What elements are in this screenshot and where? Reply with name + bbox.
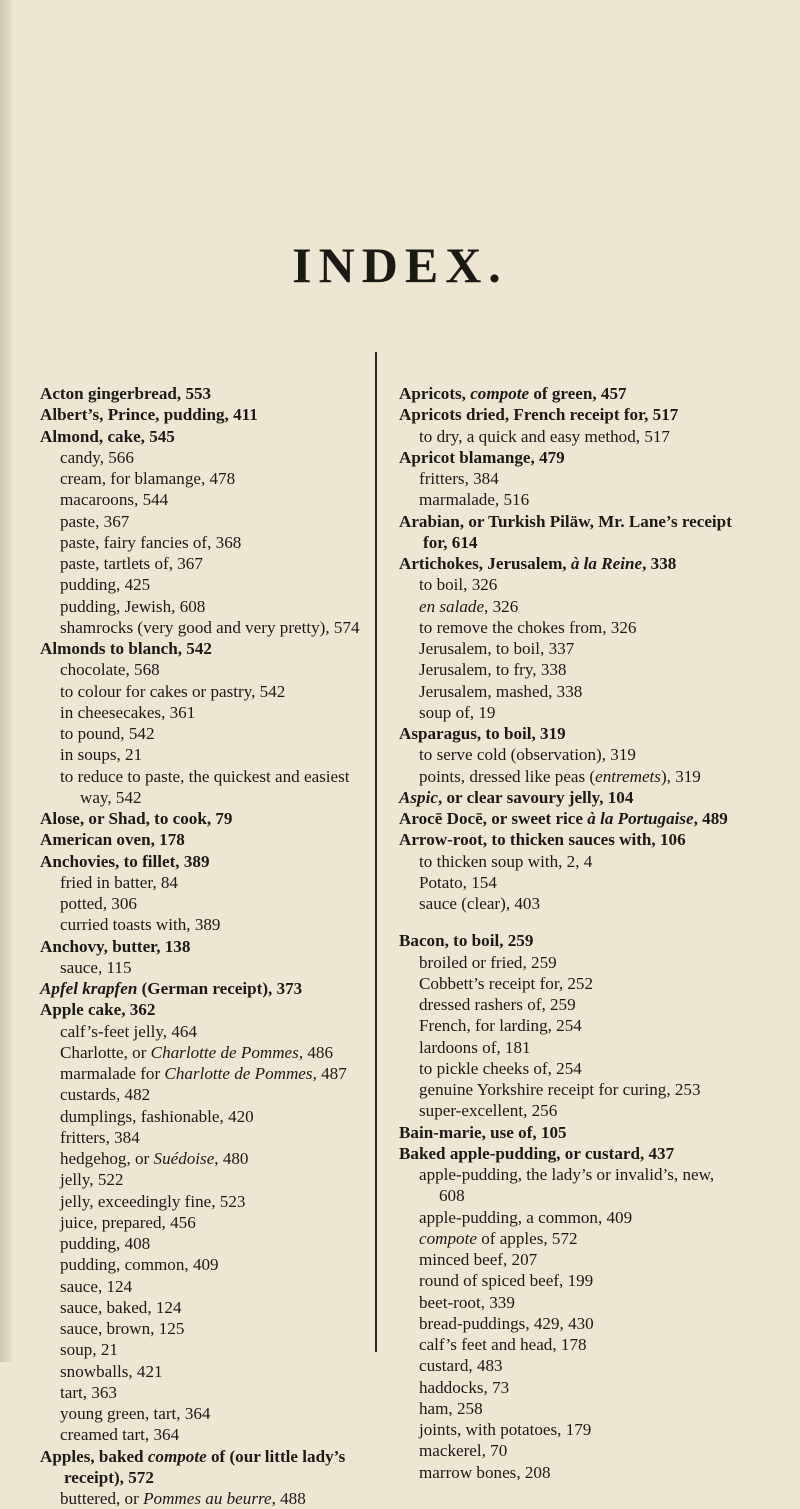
entry-text: snowballs, 421: [60, 1361, 163, 1381]
index-subentry: [399, 1440, 739, 1461]
index-subentry: [40, 723, 380, 744]
entry-text: Arabian, or Turkish Piläw, Mr. Lane’s receipt for, 614: [399, 511, 732, 552]
entry-text: to boil, 326: [419, 575, 498, 595]
index-subentry: [40, 596, 380, 617]
entry-text: fritters, 384: [419, 469, 499, 488]
entry-text: potted, 306: [60, 894, 137, 913]
index-subentry: [40, 1063, 380, 1084]
entry-italic-text: entremets: [595, 766, 661, 786]
index-subentry: [399, 1015, 739, 1036]
entry-text: calf’s-feet jelly, 464: [60, 1021, 197, 1041]
index-subentry: [399, 1270, 739, 1291]
index-subentry: [399, 596, 739, 617]
index-subentry: [40, 574, 380, 595]
index-subentry: [40, 1254, 380, 1275]
index-subentry: [399, 973, 739, 994]
index-subentry: [40, 766, 380, 809]
entry-text: Bain-marie, use of, 105: [399, 1122, 567, 1142]
index-subentry: [399, 1207, 739, 1228]
entry-text: paste, 367: [60, 511, 130, 531]
entry-text: to thicken soup with, 2, 4: [419, 851, 593, 871]
index-entry: [40, 829, 380, 850]
entry-text: Charlotte, or: [60, 1042, 151, 1062]
entry-italic-text: Pommes au beurre: [143, 1489, 272, 1508]
entry-text: , or clear savoury jelly, 104: [437, 787, 634, 807]
entry-text: soup, 21: [60, 1340, 118, 1360]
index-subentry: [40, 1169, 380, 1190]
entry-text: buttered, or: [60, 1489, 144, 1508]
index-subentry: [40, 553, 380, 574]
index-subentry: [40, 957, 380, 978]
index-subentry: [40, 1148, 380, 1169]
entry-text: Almonds to blanch, 542: [40, 639, 212, 658]
entry-text: Apple cake, 362: [40, 1000, 156, 1020]
entry-text: pudding, common, 409: [60, 1255, 219, 1275]
index-entry: [399, 808, 739, 829]
index-subentry: [40, 532, 380, 553]
entry-text: sauce (clear), 403: [419, 894, 541, 913]
index-subentry: [399, 952, 739, 973]
entry-text: (German receipt), 373: [137, 979, 303, 998]
index-entry: [40, 1446, 380, 1489]
index-subentry: [399, 893, 739, 914]
index-subentry: [399, 1100, 739, 1121]
entry-text: dumplings, fashionable, 420: [60, 1106, 254, 1126]
index-entry: [399, 404, 739, 425]
entry-text: , 488: [271, 1489, 306, 1508]
entry-text: to serve cold (observation), 319: [419, 745, 636, 765]
index-subentry: [399, 1398, 739, 1419]
entry-text: Jerusalem, to fry, 338: [419, 660, 567, 680]
index-subentry: [40, 1276, 380, 1297]
entry-text: pudding, 408: [60, 1234, 151, 1253]
entry-text: fried in batter, 84: [60, 872, 178, 892]
index-entry: [399, 383, 739, 404]
entry-text: Almond, cake, 545: [40, 426, 175, 446]
entry-text: Apricots,: [399, 384, 471, 403]
index-subentry: [399, 659, 739, 680]
index-subentry: [40, 1488, 380, 1509]
index-subentry: [40, 872, 380, 893]
entry-text: Cobbett’s receipt for, 252: [419, 973, 594, 993]
index-subentry: [40, 914, 380, 935]
entry-text: young green, tart, 364: [60, 1404, 211, 1423]
entry-text: Potato, 154: [419, 872, 497, 892]
index-subentry: [40, 1403, 380, 1424]
entry-italic-text: à la Reine: [570, 554, 643, 573]
entry-text: Anchovies, to fillet, 389: [40, 851, 210, 871]
entry-text: to remove the chokes from, 326: [419, 617, 637, 637]
entry-text: to reduce to paste, the quickest and easiest way, 542: [60, 766, 350, 807]
entry-text: marmalade for: [60, 1064, 165, 1083]
entry-text: to pickle cheeks of, 254: [419, 1058, 582, 1078]
index-subentry: [399, 426, 739, 447]
index-entry: [399, 511, 739, 554]
index-subentry: [40, 468, 380, 489]
entry-text: of green, 457: [529, 384, 627, 403]
index-subentry: [399, 1037, 739, 1058]
entry-text: of (our little lady’s receipt), 572: [64, 1446, 346, 1487]
entry-text: Apples, baked: [40, 1446, 148, 1466]
entry-text: in cheesecakes, 361: [60, 702, 196, 722]
entry-text: , 338: [642, 554, 677, 573]
index-subentry: [399, 574, 739, 595]
index-subentry: [399, 1334, 739, 1355]
index-subentry: [399, 702, 739, 723]
index-subentry: [399, 1292, 739, 1313]
index-subentry: [399, 1462, 739, 1483]
entry-text: mackerel, 70: [419, 1441, 508, 1461]
index-entry: [40, 383, 380, 404]
entry-text: paste, tartlets of, 367: [60, 554, 203, 573]
index-subentry: [40, 1361, 380, 1382]
entry-text: Acton gingerbread, 553: [40, 384, 212, 403]
entry-italic-text: Charlotte de Pommes: [150, 1042, 299, 1062]
entry-text: , 489: [693, 809, 728, 828]
page-title: INDEX.: [292, 237, 508, 293]
entry-text: dressed rashers of, 259: [419, 995, 576, 1014]
index-subentry: [40, 681, 380, 702]
entry-text: sauce, brown, 125: [60, 1319, 185, 1338]
index-subentry: [40, 617, 380, 638]
index-subentry: [40, 744, 380, 765]
entry-text: jelly, 522: [60, 1170, 124, 1190]
index-subentry: [399, 1355, 739, 1376]
entry-italic-text: compote: [419, 1228, 477, 1248]
entry-text: candy, 566: [60, 447, 134, 467]
index-subentry: [399, 1079, 739, 1100]
index-entry: [40, 936, 380, 957]
entry-italic-text: Apfel krapfen: [40, 979, 138, 998]
index-entry: [40, 851, 380, 872]
index-subentry: [40, 1106, 380, 1127]
index-subentry: [40, 1339, 380, 1360]
section-gap: [399, 914, 739, 930]
entry-text: custards, 482: [60, 1085, 151, 1105]
entry-italic-text: compote: [147, 1446, 207, 1466]
index-subentry: [40, 1084, 380, 1105]
entry-text: Jerusalem, to boil, 337: [419, 639, 575, 658]
index-subentry: [399, 994, 739, 1015]
index-subentry: [40, 511, 380, 532]
index-entry: [40, 999, 380, 1020]
entry-text: Bacon, to boil, 259: [399, 931, 534, 951]
entry-text: Apricots dried, French receipt for, 517: [399, 405, 679, 425]
index-subentry: [399, 1313, 739, 1334]
index-subentry: [399, 1228, 739, 1249]
index-subentry: [40, 1297, 380, 1318]
entry-text: custard, 483: [419, 1356, 503, 1376]
entry-text: shamrocks (very good and very pretty), 574: [60, 617, 360, 637]
index-subentry: [40, 1212, 380, 1233]
index-entry: [40, 808, 380, 829]
entry-text: macaroons, 544: [60, 490, 169, 510]
entry-text: creamed tart, 364: [60, 1425, 180, 1445]
index-entry: [399, 930, 739, 951]
index-subentry: [40, 1233, 380, 1254]
index-entry: [399, 553, 739, 574]
entry-text: marrow bones, 208: [419, 1462, 551, 1482]
entry-text: Asparagus, to boil, 319: [399, 724, 566, 743]
entry-text: Arrow-root, to thicken sauces with, 106: [399, 830, 686, 850]
index-subentry: [40, 1382, 380, 1403]
entry-italic-text: à la Portugaise: [587, 809, 694, 828]
entry-text: , 486: [298, 1042, 333, 1062]
entry-text: fritters, 384: [60, 1127, 140, 1147]
index-subentry: [399, 1164, 739, 1207]
entry-text: Albert’s, Prince, pudding, 411: [40, 405, 258, 425]
entry-text: ham, 258: [419, 1398, 483, 1418]
index-subentry: [40, 1191, 380, 1212]
entry-text: haddocks, 73: [419, 1377, 510, 1397]
entry-text: super-excellent, 256: [419, 1101, 558, 1121]
entry-text: , 487: [312, 1064, 347, 1083]
index-subentry: [40, 893, 380, 914]
entry-italic-text: Aspic: [399, 787, 438, 807]
index-entry: [399, 1143, 739, 1164]
index-column-left: [40, 383, 380, 1509]
entry-text: hedgehog, or: [60, 1149, 154, 1168]
index-subentry: [40, 1021, 380, 1042]
entry-text: broiled or fried, 259: [419, 952, 557, 972]
entry-text: tart, 363: [60, 1382, 117, 1402]
index-subentry: [399, 744, 739, 765]
index-subentry: [399, 489, 739, 510]
entry-text: American oven, 178: [40, 830, 185, 850]
entry-text: sauce, 115: [60, 957, 132, 977]
entry-text: Apricot blamange, 479: [399, 447, 565, 467]
entry-text: pudding, Jewish, 608: [60, 596, 206, 616]
index-subentry: [40, 489, 380, 510]
index-subentry: [399, 851, 739, 872]
entry-text: sauce, baked, 124: [60, 1297, 182, 1317]
entry-text: French, for larding, 254: [419, 1016, 582, 1036]
entry-italic-text: Charlotte de Pommes: [164, 1064, 313, 1083]
index-entry: [40, 426, 380, 447]
entry-text: pudding, 425: [60, 575, 151, 595]
entry-text: to dry, a quick and easy method, 517: [419, 426, 670, 446]
entry-text: , 480: [214, 1149, 249, 1168]
index-entry: [399, 447, 739, 468]
entry-text: beet-root, 339: [419, 1292, 515, 1312]
entry-text: to pound, 542: [60, 724, 155, 743]
index-entry: [40, 638, 380, 659]
entry-text: juice, prepared, 456: [60, 1212, 196, 1232]
entry-text: lardoons of, 181: [419, 1037, 531, 1057]
index-subentry: [40, 659, 380, 680]
entry-text: round of spiced beef, 199: [419, 1271, 594, 1291]
entry-text: Arocē Docē, or sweet rice: [399, 809, 588, 828]
entry-text: sauce, 124: [60, 1276, 133, 1296]
index-subentry: [40, 1127, 380, 1148]
entry-text: jelly, exceedingly fine, 523: [60, 1191, 246, 1211]
column-divider: [375, 352, 377, 1352]
entry-text: ), 319: [660, 766, 701, 786]
index-subentry: [399, 1419, 739, 1440]
entry-text: soup of, 19: [419, 702, 496, 722]
index-subentry: [40, 447, 380, 468]
index-subentry: [399, 468, 739, 489]
entry-text: of apples, 572: [476, 1228, 578, 1248]
entry-text: chocolate, 568: [60, 660, 160, 680]
entry-text: apple-pudding, the lady’s or invalid’s, new, 608: [419, 1165, 715, 1206]
index-subentry: [399, 766, 739, 787]
index-subentry: [40, 702, 380, 723]
entry-text: minced beef, 207: [419, 1250, 538, 1269]
index-subentry: [399, 1058, 739, 1079]
entry-text: marmalade, 516: [419, 490, 530, 510]
index-column-right: [399, 383, 739, 1483]
entry-italic-text: Suédoise: [153, 1149, 215, 1168]
entry-text: to colour for cakes or pastry, 542: [60, 681, 286, 701]
entry-text: curried toasts with, 389: [60, 915, 221, 935]
entry-text: cream, for blamange, 478: [60, 469, 236, 488]
index-subentry: [399, 681, 739, 702]
entry-italic-text: en salade: [419, 596, 485, 616]
index-entry: [399, 723, 739, 744]
index-entry: [40, 978, 380, 999]
index-subentry: [399, 1249, 739, 1270]
entry-text: Artichokes, Jerusalem,: [399, 554, 571, 573]
index-subentry: [40, 1424, 380, 1445]
entry-text: joints, with potatoes, 179: [419, 1420, 592, 1439]
index-subentry: [40, 1318, 380, 1339]
index-subentry: [399, 638, 739, 659]
page-gutter-shadow: [0, 0, 12, 1362]
entry-text: calf’s feet and head, 178: [419, 1335, 587, 1354]
entry-text: paste, fairy fancies of, 368: [60, 532, 242, 552]
entry-text: genuine Yorkshire receipt for curing, 253: [419, 1080, 701, 1099]
index-subentry: [399, 872, 739, 893]
entry-text: points, dressed like peas (: [419, 766, 596, 786]
index-entry: [399, 1122, 739, 1143]
entry-text: Alose, or Shad, to cook, 79: [40, 809, 233, 828]
entry-text: Anchovy, butter, 138: [40, 936, 191, 956]
index-entry: [40, 404, 380, 425]
index-subentry: [40, 1042, 380, 1063]
entry-text: , 326: [484, 596, 519, 616]
entry-text: Jerusalem, mashed, 338: [419, 681, 583, 701]
index-entry: [399, 829, 739, 850]
entry-text: apple-pudding, a common, 409: [419, 1207, 633, 1227]
index-subentry: [399, 617, 739, 638]
index-subentry: [399, 1377, 739, 1398]
index-entry: [399, 787, 739, 808]
entry-text: in soups, 21: [60, 745, 143, 765]
entry-italic-text: compote: [470, 384, 530, 403]
entry-text: bread-puddings, 429, 430: [419, 1313, 594, 1333]
entry-text: Baked apple-pudding, or custard, 437: [399, 1143, 675, 1163]
